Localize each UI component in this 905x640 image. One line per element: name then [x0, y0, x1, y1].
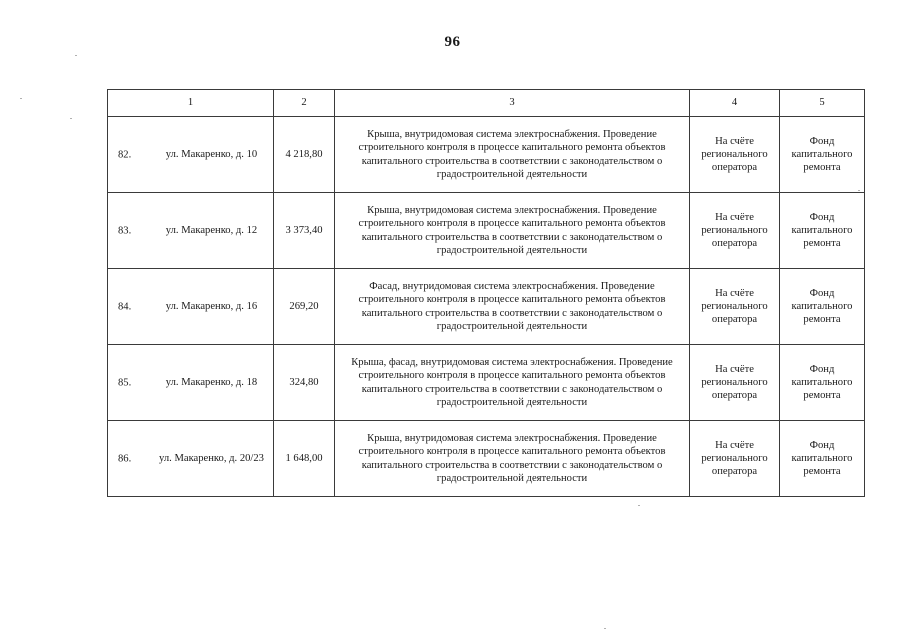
- table-row: [108, 193, 865, 269]
- page-number: 96: [444, 34, 461, 50]
- address-text: ул. Макаренко, д. 10: [165, 148, 258, 160]
- scan-speck: [70, 118, 72, 119]
- table-row: [108, 269, 865, 345]
- address-cell: [108, 269, 274, 345]
- source-cell: Фонд капитального ремонта: [780, 345, 865, 421]
- scan-speck: [20, 98, 22, 99]
- account-cell: На счёте регионального оператора: [690, 193, 780, 269]
- source-cell: Фонд капитального ремонта: [780, 117, 865, 193]
- address-text: ул. Макаренко, д. 16: [165, 300, 258, 312]
- source-cell: Фонд капитального ремонта: [780, 193, 865, 269]
- row-number: 85.: [118, 376, 132, 388]
- address-text: ул. Макаренко, д. 12: [165, 224, 258, 236]
- scan-speck: [75, 55, 77, 56]
- address-text: ул. Макаренко, д. 20/23: [159, 452, 264, 464]
- row-number: 86.: [118, 452, 132, 464]
- row-number: 83.: [118, 224, 132, 236]
- account-cell: На счёте регионального оператора: [690, 345, 780, 421]
- address-cell: [108, 421, 274, 497]
- row-number: 82.: [118, 148, 132, 160]
- address-cell: [108, 193, 274, 269]
- scan-speck: [858, 190, 860, 191]
- header-col-4: 4: [690, 90, 780, 117]
- account-cell: На счёте регионального оператора: [690, 421, 780, 497]
- table-row: [108, 117, 865, 193]
- table-row: [108, 345, 865, 421]
- row-number: 84.: [118, 300, 132, 312]
- works-cell: Крыша, внутридомовая система электроснабжения. Проведение строительного контроля в процессе капитального ремонта объектов капитального строительства в соответствии с законодательством о градостроительной деятельности: [335, 117, 690, 193]
- header-col-3: 3: [335, 90, 690, 117]
- header-row: [108, 90, 865, 117]
- works-cell: Крыша, фасад, внутридомовая система электроснабжения. Проведение строительного контроля в процессе капитального ремонта объектов капитального строительства в соответствии с законодательством о градостроительной деятельности: [335, 345, 690, 421]
- address-text: ул. Макаренко, д. 18: [165, 376, 258, 388]
- area-cell: 269,20: [274, 269, 335, 345]
- table-row: [108, 421, 865, 497]
- header-col-5: 5: [780, 90, 865, 117]
- works-cell: Фасад, внутридомовая система электроснабжения. Проведение строительного контроля в процессе капитального ремонта объектов капитального строительства в соответствии с законодательством о градостроительной деятельности: [335, 269, 690, 345]
- area-cell: 4 218,80: [274, 117, 335, 193]
- works-cell: Крыша, внутридомовая система электроснабжения. Проведение строительного контроля в процессе капитального ремонта объектов капитального строительства в соответствии с законодательством о градостроительной деятельности: [335, 193, 690, 269]
- area-cell: 1 648,00: [274, 421, 335, 497]
- area-cell: 324,80: [274, 345, 335, 421]
- area-cell: 3 373,40: [274, 193, 335, 269]
- address-cell: [108, 117, 274, 193]
- source-cell: Фонд капитального ремонта: [780, 421, 865, 497]
- header-col-2: 2: [274, 90, 335, 117]
- header-col-1: 1: [108, 90, 274, 117]
- works-cell: Крыша, внутридомовая система электроснабжения. Проведение строительного контроля в процессе капитального ремонта объектов капитального строительства в соответствии с законодательством о градостроительной деятельности: [335, 421, 690, 497]
- capital-repair-table: [107, 89, 865, 497]
- scan-speck: [604, 628, 606, 629]
- account-cell: На счёте регионального оператора: [690, 269, 780, 345]
- account-cell: На счёте регионального оператора: [690, 117, 780, 193]
- source-cell: Фонд капитального ремонта: [780, 269, 865, 345]
- scan-speck: [638, 505, 640, 506]
- address-cell: [108, 345, 274, 421]
